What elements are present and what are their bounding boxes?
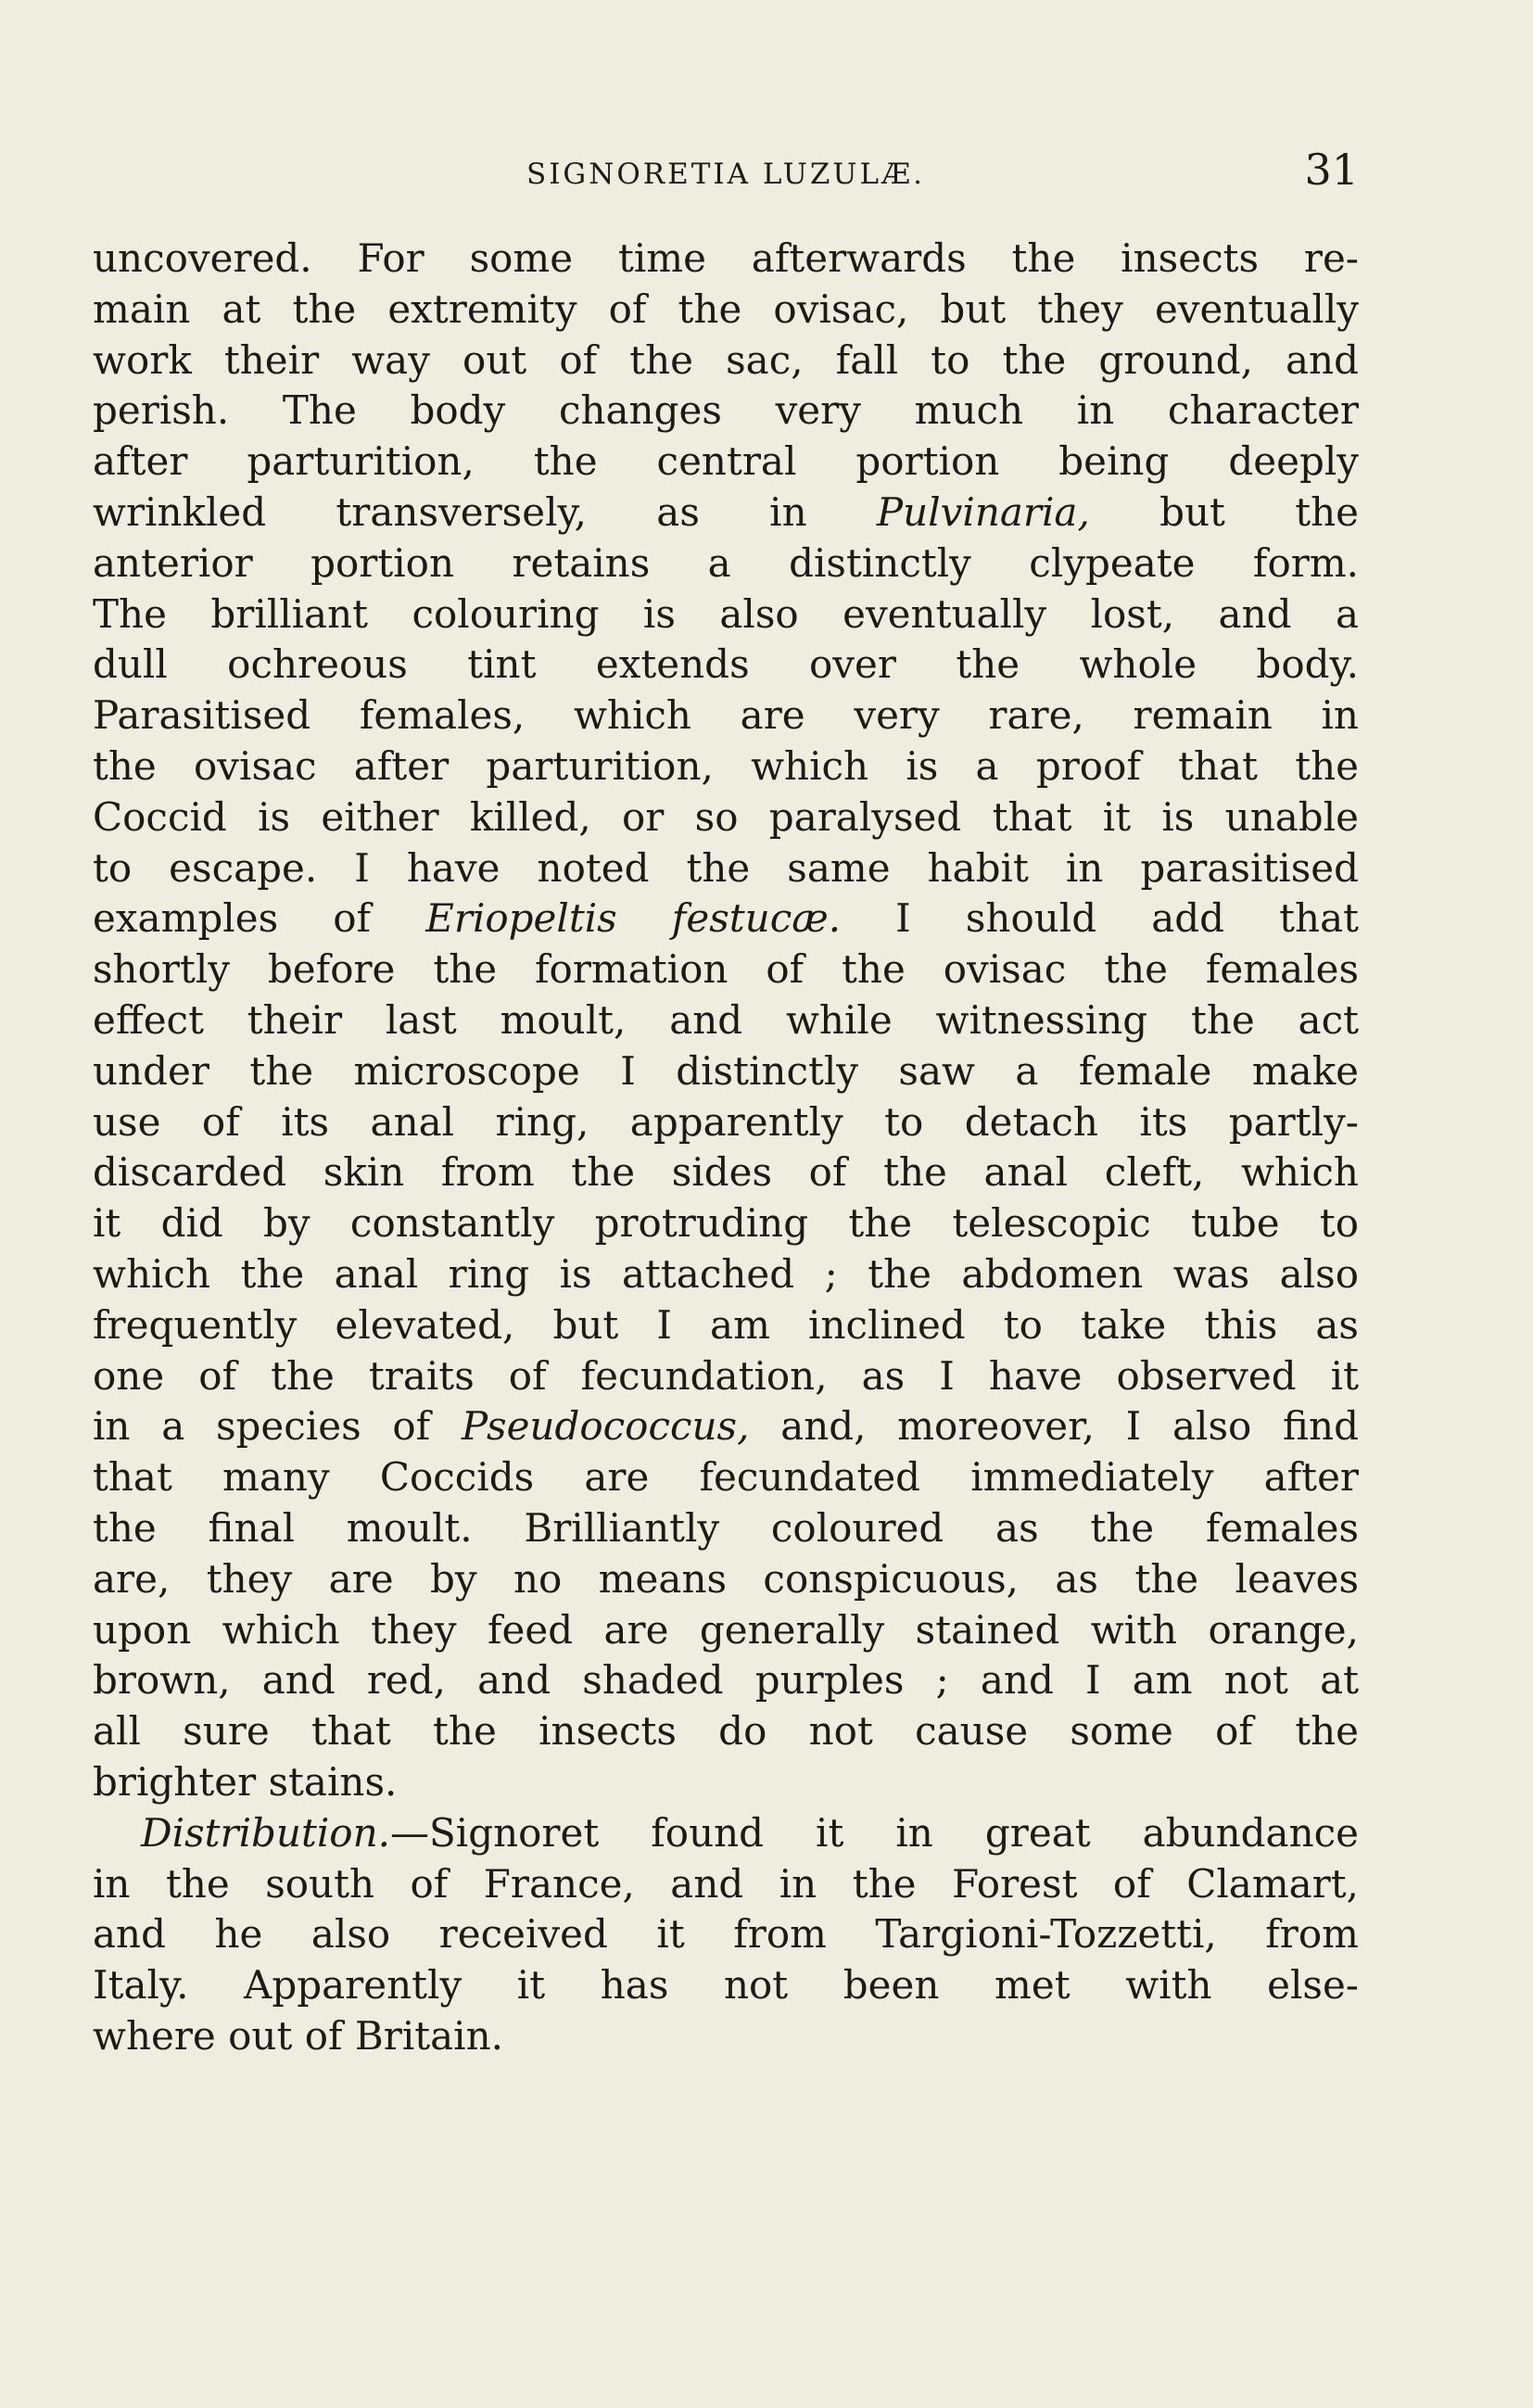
text-line [93,893,1359,944]
text-segment: I should add that [895,895,1360,942]
text-line: in the south of France, and in the Forest of Clamart, [93,1860,1359,1907]
text-line: after parturition, the central portion being deeply [93,438,1359,485]
text-line: discarded skin from the sides of the anal cleft, which [93,1149,1359,1196]
text-segment: but the [1159,488,1359,535]
page-number: 31 [1304,145,1359,195]
body-text [93,234,1359,2062]
text-line: the final moult. Brilliantly coloured as the females [93,1504,1359,1551]
text-line: Parasitised females, which are very rare, remain in [93,692,1359,739]
text-line: uncovered. For some time afterwards the insects re- [93,235,1359,281]
text-line: it did by constantly protruding the telescopic tube to [93,1200,1359,1247]
text-line [93,488,1359,539]
text-line: The brilliant colouring is also eventually lost, and a [93,590,1359,637]
text-line: under the microscope I distinctly saw a female make [93,1047,1359,1094]
text-line: which the anal ring is attached ; the abdomen was also [93,1250,1359,1297]
paragraph-life-history [93,234,1359,1808]
text-line: where out of Britain. [93,2012,504,2059]
text-line: and he also received it from Targioni-Tozzetti, from [93,1911,1359,1958]
text-line: that many Coccids are fecundated immediately after [93,1454,1359,1501]
text-line: the ovisac after parturition, which is a proof that the [93,742,1359,789]
text-line: work their way out of the sac, fall to the ground, and [93,336,1359,383]
text-line: anterior portion retains a distinctly clypeate form. [93,539,1359,586]
text-line: upon which they feed are generally stained with orange, [93,1606,1359,1653]
text-line: perish. The body changes very much in character [93,387,1359,434]
text-line: main at the extremity of the ovisac, but they eventually [93,285,1359,332]
running-head [93,145,1359,200]
text-line: brown, and red, and shaded purples ; and I am not at [93,1657,1359,1704]
text-segment: and, moreover, I also find [780,1403,1359,1450]
genus-name-pseudococcus: Pseudococcus, [461,1403,750,1450]
text-line: use of its anal ring, apparently to detach its partly- [93,1098,1359,1145]
text-line [93,1401,1359,1452]
text-line: frequently elevated, but I am inclined to take this as [93,1301,1359,1348]
paragraph-distribution [93,1808,1359,2062]
text-segment: wrinkled transversely, as in [93,488,807,535]
text-line [93,1808,1359,1859]
text-segment: —Signoret found it in great abundance [389,1809,1359,1856]
text-segment: in a species of [93,1403,431,1450]
running-title: SIGNORETIA LUZULÆ. [526,158,926,191]
text-line: one of the traits of fecundation, as I have observed it [93,1352,1359,1399]
section-heading-distribution: Distribution. [141,1809,390,1856]
text-line: brighter stains. [93,1758,398,1805]
genus-name-pulvinaria: Pulvinaria, [876,488,1090,535]
text-line: all sure that the insects do not cause some of the [93,1708,1359,1755]
text-line: Italy. Apparently it has not been met with else- [93,1962,1359,2009]
text-line: dull ochreous tint extends over the whole body. [93,641,1359,688]
text-line: are, they are by no means conspicuous, as the leaves [93,1555,1359,1602]
text-line: shortly before the formation of the ovisac the females [93,946,1359,993]
text-line: Coccid is either killed, or so paralysed that it is unable [93,793,1359,840]
text-segment: examples of [93,895,372,942]
text-line: to escape. I have noted the same habit in parasitised [93,844,1359,891]
text-line: effect their last moult, and while witnessing the act [93,996,1359,1043]
species-name-eriopeltis: Eriopeltis festucæ. [425,895,842,942]
